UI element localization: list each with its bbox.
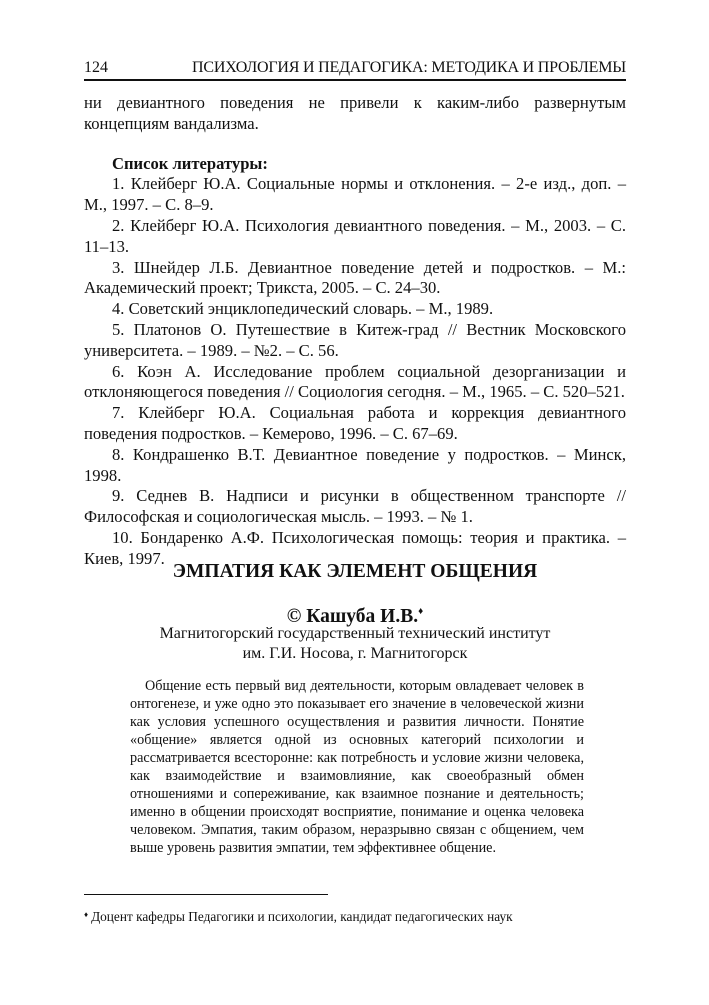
reference-item: 2. Клейберг Ю.А. Психология девиантного поведения. – М., 2003. – С. 11–13. bbox=[84, 215, 626, 256]
references-list bbox=[84, 174, 626, 569]
affiliation-line: Магнитогорский государственный технический институт bbox=[159, 625, 551, 642]
page-number: 124 bbox=[84, 59, 108, 76]
affiliation bbox=[84, 624, 626, 664]
journal-title: ПСИХОЛОГИЯ И ПЕДАГОГИКА: МЕТОДИКА И ПРОБЛЕМЫ bbox=[192, 59, 626, 76]
running-header bbox=[84, 58, 626, 81]
reference-item: 3. Шнейдер Л.Б. Девиантное поведение детей и подростков. – М.: Академический проект; Трикста, 2005. – С. 24–30. bbox=[84, 257, 626, 298]
reference-item: 1. Клейберг Ю.А. Социальные нормы и отклонения. – 2-е изд., доп. – М., 1997. – С. 8–9. bbox=[84, 174, 626, 215]
previous-article-closing-paragraph: ни девиантного поведения не привели к каким-либо развернутым концепциям вандализма. bbox=[84, 93, 626, 133]
author-name: © Кашуба И.В. bbox=[286, 606, 419, 627]
reference-item: 6. Коэн А. Исследование проблем социальной дезорганизации и отклоняющегося поведения // Социология сегодня. – М., 1965. – С. 520–521. bbox=[84, 361, 626, 402]
footnote-divider bbox=[84, 894, 328, 895]
reference-item: 8. Кондрашенко В.Т. Девиантное поведение у подростков. – Минск, 1998. bbox=[84, 444, 626, 485]
reference-item: 7. Клейберг Ю.А. Социальная работа и коррекция девиантного поведения подростков. – Кемерово, 1996. – С. 67–69. bbox=[84, 403, 626, 443]
footnote-mark-icon: ♦ bbox=[84, 910, 89, 919]
footnote bbox=[84, 906, 626, 925]
body-text bbox=[84, 93, 626, 570]
abstract: Общение есть первый вид деятельности, которым овладевает человек в онтогенезе, и уже одно это показывает его значение в человеческой жизни как условия успешного осуществления и развития личности. Понятие «общение» является одной из основных категорий психологии и рассматривается всесторонне: как потребность и условие жизни человека, как взаимодействие и взаимовлияние, как своеобразный обмен отношениями и сопереживание, как взаимное познание и деятельность; именно в общении происходят восприятие, понимание и оценка человека человеком. Эмпатия, таким образом, неразрывно связан с общением, чем выше уровень развития эмпатии, тем эффективнее общение. bbox=[130, 678, 584, 856]
footnote-text: Доцент кафедры Педагогики и психологии, кандидат педагогических наук bbox=[91, 909, 513, 924]
reference-item: 4. Советский энциклопедический словарь. – М., 1989. bbox=[112, 299, 494, 319]
reference-item: 5. Платонов О. Путешествие в Китеж-град // Вестник Московского университета. – 1989. – №2. – С. 56. bbox=[84, 319, 626, 360]
references-heading: Список литературы: bbox=[112, 153, 268, 173]
reference-item: 9. Седнев В. Надписи и рисунки в общественном транспорте // Философская и социологическая мысль. – 1993. – № 1. bbox=[84, 486, 626, 527]
article-title: ЭМПАТИЯ КАК ЭЛЕМЕНТ ОБЩЕНИЯ bbox=[172, 561, 538, 582]
footnote-mark-icon: ♦ bbox=[418, 606, 424, 617]
affiliation-line: им. Г.И. Носова, г. Магнитогорск bbox=[242, 645, 468, 662]
reference-item: 10. Бондаренко А.Ф. Психологическая помощь: теория и практика. – Киев, 1997. bbox=[84, 527, 626, 568]
